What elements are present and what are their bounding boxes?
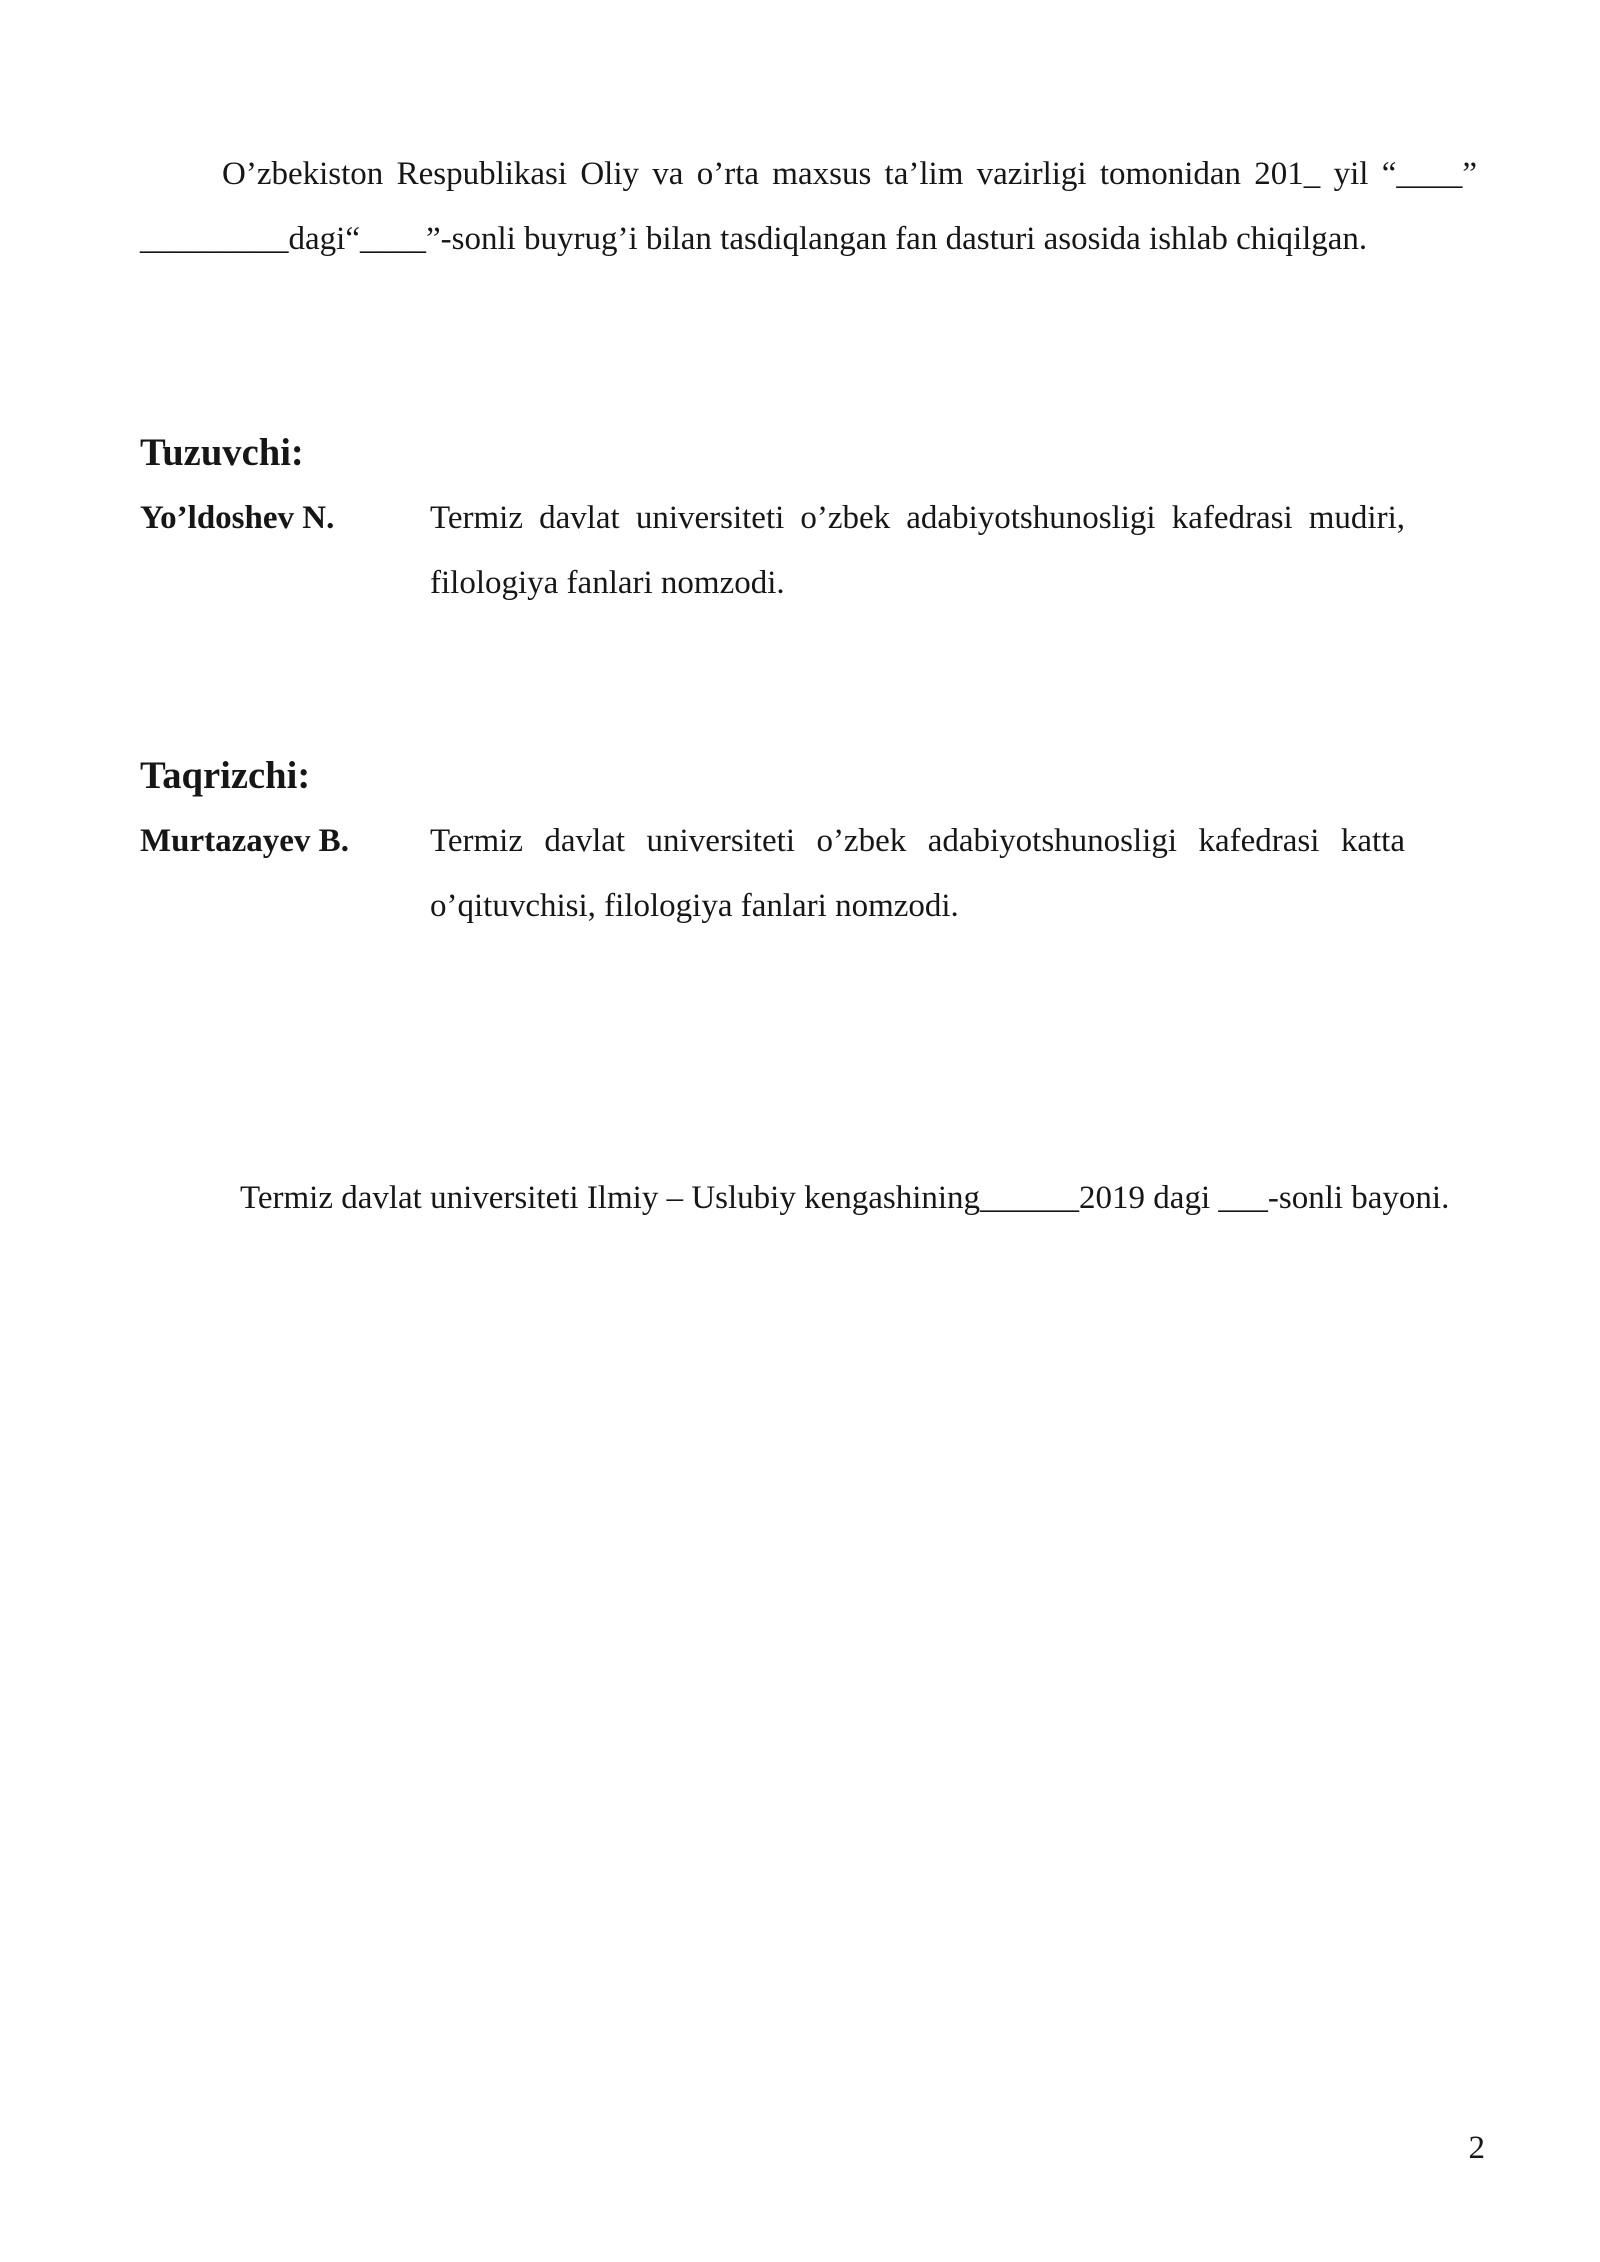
- compiler-name: Yo’ldoshev N.: [140, 500, 335, 536]
- compiler-description: Termiz davlat universiteti o’zbek adabiyotshunosligi kafedrasi mudiri, filologiya fanlari nomzodi.: [430, 500, 1405, 601]
- council-paragraph: Termiz davlat universiteti Ilmiy – Uslubiy kengashining______2019 dagi ___-sonli bayoni.: [240, 1180, 1450, 1216]
- reviewer-name: Murtazayev B.: [140, 823, 349, 859]
- compiler-heading: Tuzuvchi:: [140, 432, 304, 474]
- page-number: 2: [1468, 2130, 1485, 2166]
- reviewer-description: Termiz davlat universiteti o’zbek adabiyotshunosligi kafedrasi katta o’qituvchisi, filologiya fanlari nomzodi.: [430, 823, 1405, 924]
- compiler-row: [140, 486, 1405, 616]
- reviewer-heading: Taqrizchi:: [140, 755, 311, 797]
- reviewer-row: [140, 809, 1405, 939]
- intro-paragraph: O’zbekiston Respublikasi Oliy va o’rta maxsus ta’lim vazirligi tomonidan 201_ yil “____” _________dagi“____”-sonli buyrug’i bilan tasdiqlangan fan dasturi asosida ishlab chiqilgan.: [140, 156, 1477, 257]
